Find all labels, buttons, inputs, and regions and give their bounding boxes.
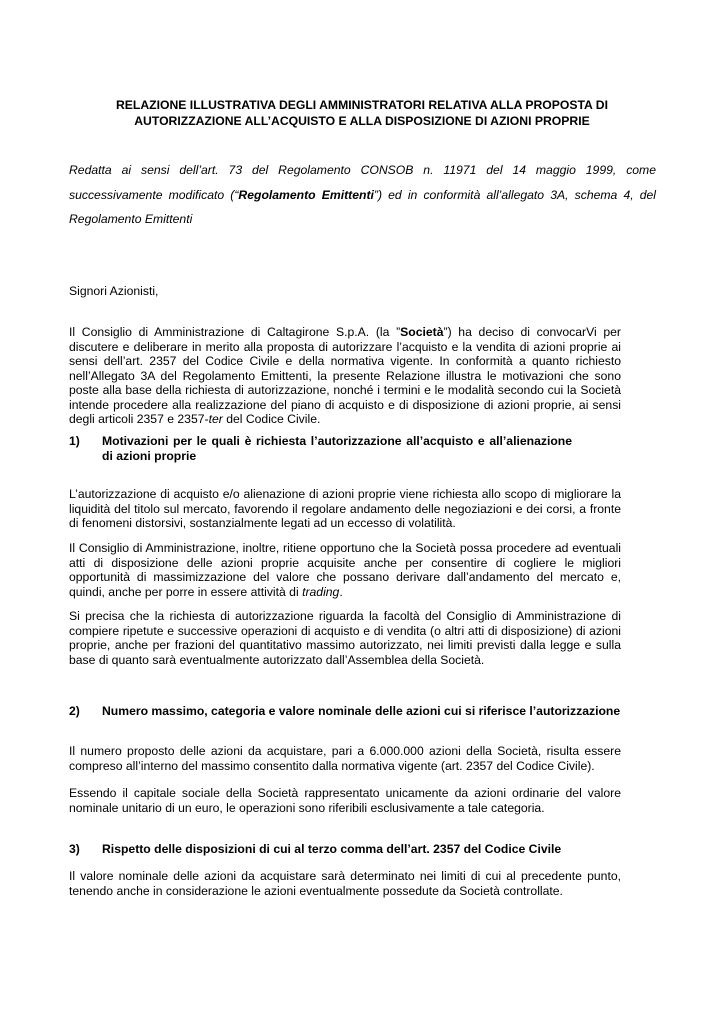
section-1-paragraph-3: Si precisa che la richiesta di autorizzazione riguarda la facoltà del Consiglio di Amministrazione di compiere ripetute e successive operazioni di acquisto e di vendita (o altri atti di disposizione) di azioni proprie, anche per frazioni del quantitativo massimo autorizzato, nei limiti previsti dalla legge e sulla base di quanto sarà eventualmente autorizzato dall’Assemblea della Società. bbox=[69, 609, 621, 667]
opening-bold-term: Società bbox=[400, 325, 444, 339]
section-1-paragraph-2 bbox=[69, 541, 621, 599]
title-line-1: RELAZIONE ILLUSTRATIVA DEGLI AMMINISTRATORI RELATIVA ALLA PROPOSTA DI bbox=[116, 98, 608, 112]
section-2-paragraph-2: Essendo il capitale sociale della Società rappresentato unicamente da azioni ordinarie del valore nominale unitario di un euro, le operazioni sono riferibili esclusivamente a tale categoria. bbox=[69, 786, 621, 815]
intro-note bbox=[69, 158, 656, 232]
opening-text-2: ”) ha deciso di convocarVi per discutere e deliberare in merito alla proposta di autorizzare l’acquisto e la vendita di azioni proprie ai sensi dell’art. 2357 del Codice Civile e della normativa vigente. In conformità a quanto richiesto nell’Allegato 3A del Regolamento Emittenti, la presente Relazione illustra le motivazioni che sono poste alla base della richiesta di autorizzazione, nonché i termini e le modalità secondo cui la Società intende procedere alla realizzazione del piano di acquisto e di disposizione di azioni proprie, ai sensi degli articoli 2357 e 2357- bbox=[69, 325, 621, 426]
section-1-p2-italic: trading bbox=[302, 584, 340, 599]
section-3-paragraph-1: Il valore nominale delle azioni da acquistare sarà determinato nei limiti di cui al precedente punto, tenendo anche in considerazione le azioni eventualmente possedute da Società controllate. bbox=[69, 869, 621, 898]
opening-italic-term: ter bbox=[208, 412, 223, 426]
intro-bold-term: Regolamento Emittenti bbox=[238, 187, 374, 202]
section-1-paragraph-1: L’autorizzazione di acquisto e/o alienazione di azioni proprie viene richiesta allo scopo di migliorare la liquidità del titolo sul mercato, favorendo il regolare andamento delle negoziazioni e dei corsi, a fronte di fenomeni distorsivi, sostanzialmente legati ad un eccesso di volatilità. bbox=[69, 487, 621, 530]
title-line-2: AUTORIZZAZIONE ALL’ACQUISTO E ALLA DISPOSIZIONE DI AZIONI PROPRIE bbox=[134, 114, 590, 128]
document-title bbox=[80, 97, 644, 129]
section-1-p2-text: Il Consiglio di Amministrazione, inoltre, ritiene opportuno che la Società possa procedere ad eventuali atti di disposizione delle azioni proprie acquisite anche per consentire di cogliere le migliori opportunità di massimizzazione del valore che possano derivare dall’andamento del mercato e, quindi, anche per porre in essere attività di bbox=[69, 541, 621, 599]
section-3-number: 3) bbox=[69, 842, 80, 856]
section-3-heading bbox=[69, 842, 621, 858]
section-3-title: Rispetto delle disposizioni di cui al terzo comma dell’art. 2357 del Codice Civile bbox=[102, 842, 562, 856]
opening-text-3: del Codice Civile. bbox=[222, 412, 321, 426]
section-2-title: Numero massimo, categoria e valore nominale delle azioni cui si riferisce l’autorizzazione bbox=[102, 704, 621, 718]
section-1-number: 1) bbox=[69, 434, 80, 448]
section-2-number: 2) bbox=[69, 704, 80, 718]
section-1-heading bbox=[69, 434, 621, 464]
intro-text-2: ”) ed in conformità all’allegato 3A, schema 4, del Regolamento Emittenti bbox=[69, 187, 657, 226]
section-1-title: Motivazioni per le quali è richiesta l’autorizzazione all’acquisto e all’alienazione di azioni proprie bbox=[102, 434, 572, 463]
opening-paragraph bbox=[69, 325, 621, 427]
section-1-p2-end: . bbox=[339, 584, 343, 599]
section-2-paragraph-1: Il numero proposto delle azioni da acquistare, pari a 6.000.000 azioni della Società, risulta essere compreso all’interno del massimo consentito dalla normativa vigente (art. 2357 del Codice Civile). bbox=[69, 744, 621, 773]
opening-text-1: Il Consiglio di Amministrazione di Caltagirone S.p.A. (la ” bbox=[69, 325, 401, 339]
section-2-heading bbox=[69, 704, 621, 734]
intro-text-1: Redatta ai sensi dell’art. 73 del Regolamento CONSOB n. 11971 del 14 maggio 1999, come successivamente modificato (“ bbox=[69, 163, 656, 202]
salutation: Signori Azionisti, bbox=[69, 284, 159, 298]
